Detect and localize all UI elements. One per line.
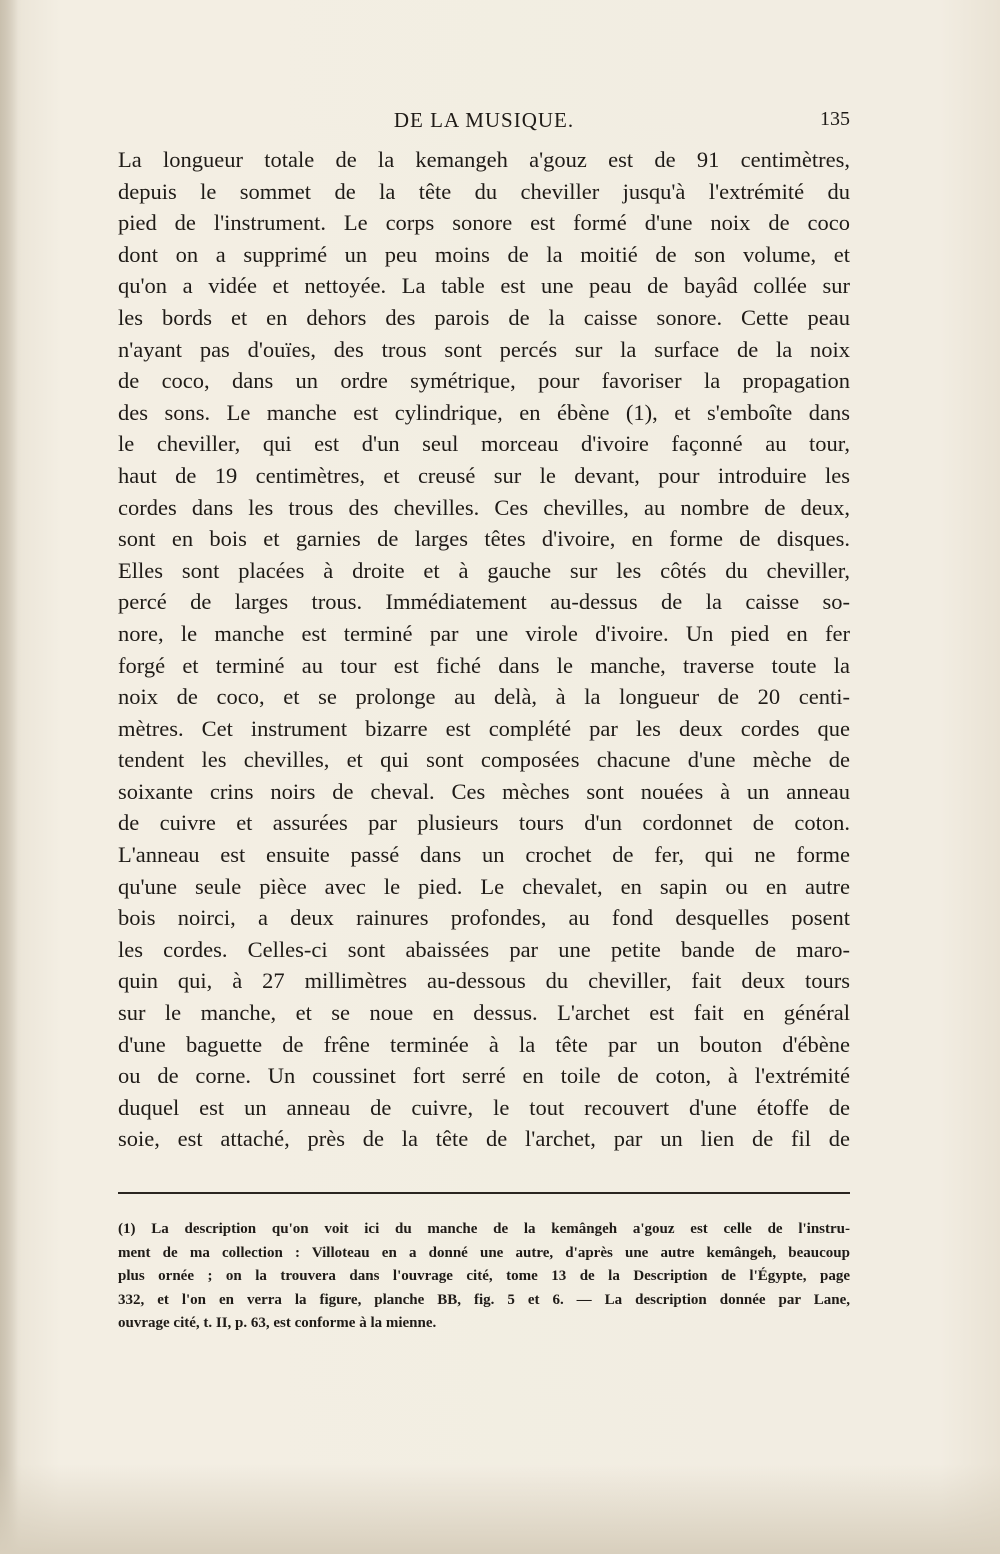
text-line: d'une baguette de frêne terminée à la tête par un bouton d'ébène (118, 1031, 850, 1057)
text-line: nore, le manche est terminé par une virole d'ivoire. Un pied en fer (118, 620, 850, 646)
text-line: mètres. Cet instrument bizarre est complété par les deux cordes que (118, 715, 850, 741)
running-head (118, 108, 850, 138)
text-line: depuis le sommet de la tête du cheviller jusqu'à l'extrémité du (118, 178, 850, 204)
text-line: les bords et en dehors des parois de la caisse sonore. Cette peau (118, 304, 850, 330)
text-line: sur le manche, et se noue en dessus. L'archet est fait en général (118, 1000, 850, 1026)
footnote-line: ment de ma collection : Villoteau en a donné une autre, d'après une autre kemângeh, beaucoup (118, 1244, 850, 1261)
text-line: soixante crins noirs de cheval. Ces mèches sont nouées à un anneau (118, 778, 850, 804)
page-number: 135 (820, 108, 850, 130)
text-line: sont en bois et garnies de larges têtes d'ivoire, en forme de disques. (118, 526, 850, 552)
text-line: qu'une seule pièce avec le pied. Le chevalet, en sapin ou en autre (118, 873, 850, 899)
text-line: pied de l'instrument. Le corps sonore est formé d'une noix de coco (118, 210, 850, 236)
footnote-rule (118, 1192, 850, 1194)
text-line: forgé et terminé au tour est fiché dans le manche, traverse toute la (118, 652, 850, 678)
text-line: haut de 19 centimètres, et creusé sur le devant, pour introduire les (118, 462, 850, 488)
text-line: les cordes. Celles-ci sont abaissées par une petite bande de maro- (118, 936, 850, 962)
text-line: percé de larges trous. Immédiatement au-dessus de la caisse so- (118, 589, 850, 615)
text-line: des sons. Le manche est cylindrique, en ébène (1), et s'emboîte dans (118, 399, 850, 425)
text-line: dont on a supprimé un peu moins de la moitié de son volume, et (118, 241, 850, 267)
page-gutter-shadow (0, 0, 18, 1554)
footnotes (118, 1218, 850, 1336)
text-line: n'ayant pas d'ouïes, des trous sont percés sur la surface de la noix (118, 336, 850, 362)
footnote-line: ouvrage cité, t. II, p. 63, est conforme à la mienne. (118, 1315, 437, 1331)
text-line: ou de corne. Un coussinet fort serré en toile de coton, à l'extrémité (118, 1063, 850, 1089)
text-line: bois noirci, a deux rainures profondes, au fond desquelles posent (118, 905, 850, 931)
text-line: duquel est un anneau de cuivre, le tout recouvert d'une étoffe de (118, 1094, 850, 1120)
page-bottom-shadow (0, 1464, 1000, 1554)
text-line: le cheviller, qui est d'un seul morceau d'ivoire façonné au tour, (118, 431, 850, 457)
text-line: quin qui, à 27 millimètres au-dessous du cheviller, fait deux tours (118, 968, 850, 994)
text-line: noix de coco, et se prolonge au delà, à la longueur de 20 centi- (118, 684, 850, 710)
main-text (118, 144, 850, 1155)
text-line: cordes dans les trous des chevilles. Ces chevilles, au nombre de deux, (118, 494, 850, 520)
footnote-line: (1) La description qu'on voit ici du manche de la kemângeh a'gouz est celle de l'instru- (118, 1221, 850, 1237)
footnote-line: plus ornée ; on la trouvera dans l'ouvrage cité, tome 13 de la Description de l'Égypte, page (118, 1268, 850, 1284)
running-head-title: DE LA MUSIQUE. (393, 108, 575, 132)
text-line: qu'on a vidée et nettoyée. La table est une peau de bayâd collée sur (118, 273, 850, 299)
text-line: de cuivre et assurées par plusieurs tours d'un cordonnet de coton. (118, 810, 850, 836)
footnote-line: 332, et l'on en verra la figure, planche BB, fig. 5 et 6. — La description donnée par Lane, (118, 1291, 850, 1308)
text-line: soie, est attaché, près de la tête de l'archet, par un lien de fil de (118, 1126, 850, 1152)
text-line: La longueur totale de la kemangeh a'gouz est de 91 centimètres, (118, 147, 850, 172)
text-line: Elles sont placées à droite et à gauche sur les côtés du cheviller, (118, 557, 850, 583)
text-line: L'anneau est ensuite passé dans un crochet de fer, qui ne forme (118, 842, 850, 868)
text-line: de coco, dans un ordre symétrique, pour favoriser la propagation (118, 368, 850, 394)
text-line: tendent les chevilles, et qui sont composées chacune d'une mèche de (118, 747, 850, 773)
